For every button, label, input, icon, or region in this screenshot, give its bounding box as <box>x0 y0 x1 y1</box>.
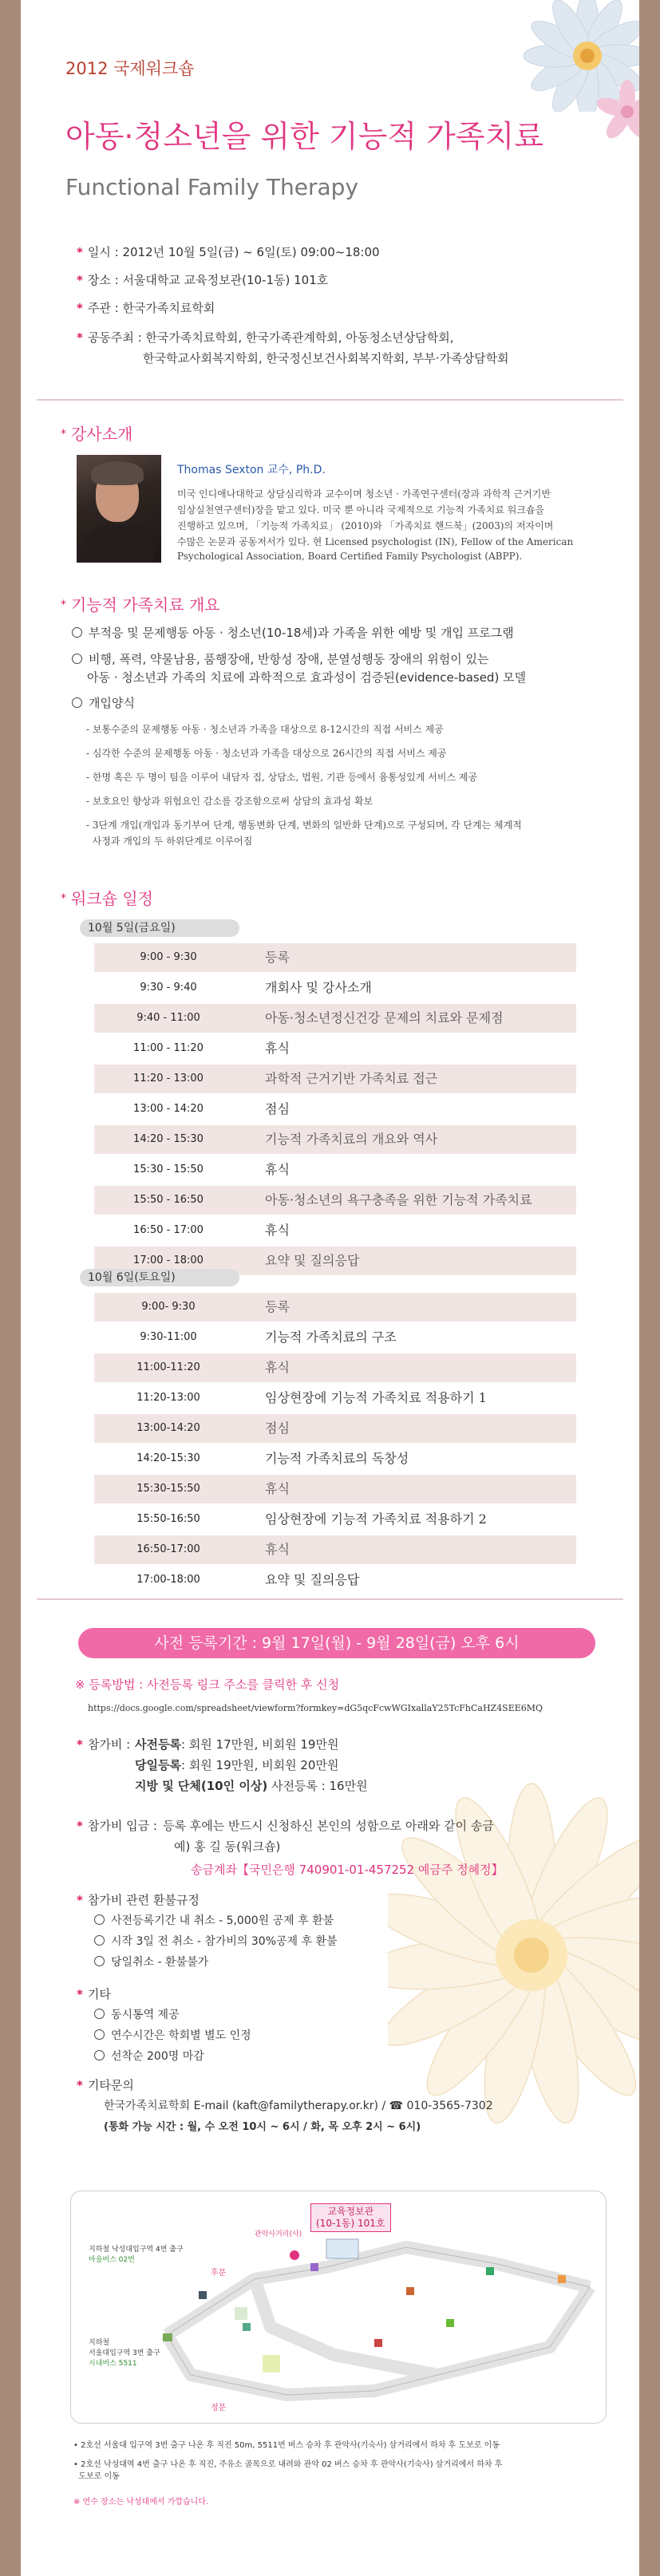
schedule-time: 11:20-13:00 <box>136 1392 200 1404</box>
circle-bullet-icon <box>72 697 82 708</box>
schedule-time: 11:00-11:20 <box>136 1361 200 1373</box>
registration-method: ※ 등록방법 : 사전등록 링크 주소를 클릭한 후 신청 <box>75 1677 340 1692</box>
schedule-time: 16:50-17:00 <box>136 1543 200 1555</box>
etc-item: 연수시간은 학회별 별도 인정 <box>94 2027 251 2043</box>
map-label: 관악사거리(사) <box>255 2230 302 2238</box>
info-date: * 일시 : 2012년 10월 5일(금) ~ 6일(토) 09:00~18:00 <box>77 245 380 259</box>
registration-period-banner: 사전 등록기간 : 9월 17일(월) - 9월 28일(금) 오후 6시 <box>78 1628 595 1658</box>
speaker-bio-line: 수많은 논문과 공동저서가 있다. 현 Licensed psychologist (IN), Fellow of the American <box>177 536 574 547</box>
refund-item: 당일취소 - 환불불가 <box>94 1954 208 1970</box>
schedule-row <box>94 1444 576 1473</box>
schedule-row <box>94 974 576 1002</box>
speaker-bio-line: 임상실천연구센터)장을 맡고 있다. 미국 뿐 아니라 국제적으로 기능적 가족치료 워크숍을 <box>177 504 545 516</box>
map-label-back-gate: 후문 <box>211 2269 227 2278</box>
overview-item-cont: 아동 · 청소년과 가족의 치료에 과학적으로 효과성이 검증된(evidence-based) 모델 <box>87 670 527 685</box>
map-label: 서울대입구역 3번 출구 <box>89 2349 160 2357</box>
schedule-row <box>94 1095 576 1124</box>
speaker-bio-line: 진행하고 있으며, 「기능적 가족치료」 (2010)와 「가족치료 핸드북」(2003)의 저자이며 <box>177 520 554 531</box>
schedule-event: 기능적 가족치료의 개요와 역사 <box>265 1132 438 1147</box>
overview-subitem: - 한명 혹은 두 명이 팀을 이루어 내담자 집, 상담소, 법원, 기관 등에서 융통성있게 서비스 제공 <box>86 772 478 783</box>
schedule-time: 15:50 - 16:50 <box>133 1194 204 1206</box>
star-icon: * <box>77 1819 83 1833</box>
star-icon: * <box>77 1737 83 1752</box>
schedule-row <box>94 1353 576 1382</box>
schedule-row <box>94 1004 576 1033</box>
overview-item: 비행, 폭력, 약물남용, 품행장애, 반항성 장애, 분열성행동 장애의 위험이 있는 <box>72 650 488 667</box>
overview-subitem: 사정과 개입의 두 하위단계로 이루어짐 <box>86 836 253 847</box>
schedule-row <box>94 1293 576 1322</box>
schedule-event: 요약 및 질의응답 <box>265 1572 360 1587</box>
schedule-time: 15:30 - 15:50 <box>133 1164 204 1175</box>
directions-note: • 2호선 낙성대역 4번 출구 나온 후 직진, 주유소 골목으로 내려와 관악 02 버스 승차 후 관악사(기숙사) 삼거리에서 하차 후 <box>73 2460 503 2469</box>
schedule-section-title: * 워크숍 일정 <box>61 889 153 908</box>
schedule-event: 등록 <box>265 1299 290 1314</box>
schedule-time: 15:30-15:50 <box>136 1483 200 1495</box>
schedule-row <box>94 1535 576 1564</box>
etc-title: * 기타 <box>77 1987 111 2001</box>
schedule-event: 휴식 <box>265 1542 290 1557</box>
schedule-row <box>94 1186 576 1215</box>
overview-subitem: - 보호요인 향상과 위험요인 감소를 강조함으로써 상담의 효과성 확보 <box>86 796 373 807</box>
schedule-time: 9:00- 9:30 <box>141 1301 196 1313</box>
map-label: 시내버스 5511 <box>89 2360 137 2368</box>
schedule-time: 17:00 - 18:00 <box>133 1254 204 1266</box>
poster-sheet <box>21 0 639 2576</box>
day1-date-pill: 10월 5일(금요일) <box>80 919 239 937</box>
star-icon: * <box>77 2078 83 2092</box>
map-label-main-gate: 정문 <box>211 2404 227 2412</box>
circle-bullet-icon <box>94 2029 105 2040</box>
star-icon: * <box>77 273 83 287</box>
schedule-event: 과학적 근거기반 가족치료 접근 <box>265 1071 438 1086</box>
overview-section-title: * 기능적 가족치료 개요 <box>61 595 220 614</box>
info-place: * 장소 : 서울대학교 교육정보관(10-1동) 101호 <box>77 273 329 287</box>
note-mark-icon: ※ <box>75 1677 89 1692</box>
schedule-event: 아동·청소년의 욕구충족을 위한 기능적 가족치료 <box>265 1192 532 1207</box>
schedule-event: 요약 및 질의응답 <box>265 1253 360 1268</box>
overview-subitem: - 보통수준의 문제행동 아동 · 청소년과 가족을 대상으로 8-12시간의 직접 서비스 제공 <box>86 724 444 735</box>
registration-link[interactable]: https://docs.google.com/spreadsheet/viewform?formkey=dG5qcFcwWGIxallaY25TcFhCaHZ4SEE6MQ <box>88 1703 543 1713</box>
schedule-time: 9:40 - 11:00 <box>136 1012 200 1024</box>
schedule-row <box>94 1065 576 1093</box>
circle-bullet-icon <box>94 1935 105 1946</box>
schedule-event: 아동·청소년정신건강 문제의 치료와 문제점 <box>265 1010 504 1025</box>
speaker-name: Thomas Sexton 교수, Ph.D. <box>177 464 326 476</box>
schedule-event: 휴식 <box>265 1481 290 1496</box>
contact-line: 한국가족치료학회 E-mail (kaft@familytherapy.or.kr) / ☎ 010-3565-7302 <box>104 2100 493 2112</box>
year-title: 2012 국제워크숍 <box>65 59 195 78</box>
schedule-time: 17:00-18:00 <box>136 1574 200 1586</box>
schedule-time: 11:20 - 13:00 <box>133 1073 204 1085</box>
day2-date-pill: 10월 6일(토요일) <box>80 1269 239 1286</box>
schedule-event: 휴식 <box>265 1360 290 1375</box>
schedule-time: 15:50-16:50 <box>136 1513 200 1525</box>
map-label: 지하철 낙성대입구역 4번 출구 <box>89 2246 184 2254</box>
schedule-row <box>94 1414 576 1443</box>
star-icon: * <box>77 301 83 315</box>
schedule-row <box>94 1034 576 1063</box>
schedule-time: 9:30-11:00 <box>140 1331 197 1343</box>
schedule-time: 9:30 - 9:40 <box>140 982 197 994</box>
map-label: 지하철 <box>89 2339 110 2347</box>
star-icon: * <box>77 330 83 345</box>
speaker-bio-line: Psychological Association, Board Certified Family Psychologist (ABPP). <box>177 551 523 562</box>
schedule-time: 9:00 - 9:30 <box>140 951 197 963</box>
schedule-row <box>94 1505 576 1534</box>
circle-bullet-icon <box>94 1956 105 1966</box>
circle-bullet-icon <box>94 2009 105 2019</box>
bank-account: 송금계좌【국민은행 740901-01-457252 예금주 정혜정】 <box>191 1863 504 1877</box>
schedule-event: 등록 <box>265 950 290 965</box>
schedule-event: 임상현장에 기능적 가족치료 적용하기 2 <box>265 1511 487 1527</box>
star-icon: * <box>77 245 83 259</box>
overview-subitem: - 심각한 수준의 문제행동 아동 · 청소년과 가족을 대상으로 26시간의 직접 서비스 제공 <box>86 748 447 759</box>
map-footnote: ※ 연수 장소는 낙성대에서 가깝습니다. <box>73 2498 209 2507</box>
fee-line: 당일등록: 회원 19만원, 비회원 20만원 <box>135 1758 339 1772</box>
schedule-row <box>94 1323 576 1352</box>
schedule-time: 13:00 - 14:20 <box>133 1103 204 1115</box>
overview-subitem: - 3단계 개입(개입과 동기부여 단계, 행동변화 단계, 변화의 일반화 단계)으로 구성되며, 각 단계는 체계적 <box>86 820 522 831</box>
circle-bullet-icon <box>94 2050 105 2060</box>
fee-label: * 참가비 : <box>77 1737 131 1752</box>
speaker-photo <box>77 455 161 563</box>
circle-bullet-icon <box>94 1914 105 1925</box>
info-cohosts: * 공동주최 : 한국가족치료학회, 한국가족관계학회, 아동청소년상담학회, <box>77 330 454 345</box>
directions-note: • 2호선 서울대 입구역 3번 출구 나온 후 직진 50m, 5511번 버스 승차 후 관악사(기숙사) 삼거리에서 하차 후 도보로 이동 <box>73 2441 500 2450</box>
schedule-time: 16:50 - 17:00 <box>133 1224 204 1236</box>
divider <box>37 399 623 401</box>
campus-map <box>70 2191 607 2424</box>
fee-line: 지방 및 단체(10인 이상) 사전등록 : 16만원 <box>135 1779 368 1793</box>
schedule-event: 임상현장에 기능적 가족치료 적용하기 1 <box>265 1390 487 1405</box>
schedule-row <box>94 1384 576 1412</box>
schedule-row <box>94 943 576 972</box>
schedule-event: 휴식 <box>265 1162 290 1177</box>
overview-item: 개입양식 <box>72 694 135 711</box>
payment-label: * 참가비 입금 : <box>77 1819 157 1833</box>
schedule-time: 11:00 - 11:20 <box>133 1042 204 1054</box>
speaker-section-title: * 강사소개 <box>61 425 133 444</box>
schedule-event: 점심 <box>265 1101 290 1116</box>
main-title: 아동·청소년을 위한 기능적 가족치료 <box>65 119 543 154</box>
fee-line: 사전등록: 회원 17만원, 비회원 19만원 <box>135 1737 339 1752</box>
schedule-row <box>94 1566 576 1594</box>
schedule-event: 휴식 <box>265 1041 290 1056</box>
payment-line: 등록 후에는 반드시 신청하신 본인의 성함으로 아래와 같이 송금 <box>163 1819 494 1833</box>
schedule-event: 기능적 가족치료의 구조 <box>265 1329 397 1345</box>
speaker-bio-line: 미국 인디애나대학교 상담심리학과 교수이며 청소년 · 가족연구센터(장과 과학적 근거기반 <box>177 488 551 500</box>
flower-small-decoration-icon <box>595 80 639 152</box>
payment-line: 예) 홍 길 동(워크숍) <box>174 1839 281 1854</box>
schedule-event: 점심 <box>265 1420 290 1436</box>
etc-item: 선착순 200명 마감 <box>94 2048 204 2064</box>
schedule-time: 14:20-15:30 <box>136 1452 200 1464</box>
schedule-event: 개회사 및 강사소개 <box>265 980 372 995</box>
contact-title: * 기타문의 <box>77 2078 134 2092</box>
info-cohosts-line2: 한국학교사회복지학회, 한국정신보건사회복지학회, 부부·가족상담학회 <box>143 351 509 365</box>
schedule-event: 기능적 가족치료의 독창성 <box>265 1451 409 1466</box>
schedule-row <box>94 1125 576 1154</box>
star-icon: * <box>77 1893 83 1907</box>
schedule-row <box>94 1475 576 1503</box>
star-icon: * <box>77 1987 83 2001</box>
etc-item: 동시통역 제공 <box>94 2006 180 2022</box>
circle-bullet-icon <box>72 654 82 664</box>
refund-title: * 참가비 관련 환불규정 <box>77 1893 200 1907</box>
map-label: 마을버스 02번 <box>89 2256 135 2264</box>
venue-marker: 교육정보관 (10-1동) 101호 <box>310 2203 391 2232</box>
directions-note: 도보로 이동 <box>73 2472 120 2481</box>
info-host: * 주관 : 한국가족치료학회 <box>77 301 215 315</box>
schedule-time: 13:00-14:20 <box>136 1422 200 1434</box>
contact-hours: (통화 가능 시간 : 월, 수 오전 10시 ~ 6시 / 화, 목 오후 2시 ~ 6시) <box>104 2121 421 2133</box>
divider <box>37 1598 623 1600</box>
schedule-row <box>94 1216 576 1245</box>
refund-item: 시작 3일 전 취소 - 참가비의 30%공제 후 환불 <box>94 1933 338 1949</box>
schedule-event: 휴식 <box>265 1223 290 1238</box>
overview-item: 부적응 및 문제행동 아동 · 청소년(10-18세)과 가족을 위한 예방 및 개입 프로그램 <box>72 624 514 641</box>
subtitle: Functional Family Therapy <box>65 174 359 200</box>
refund-item: 사전등록기간 내 취소 - 5,000원 공제 후 환불 <box>94 1912 334 1928</box>
schedule-time: 14:20 - 15:30 <box>133 1133 204 1145</box>
circle-bullet-icon <box>72 627 82 638</box>
schedule-row <box>94 1156 576 1184</box>
